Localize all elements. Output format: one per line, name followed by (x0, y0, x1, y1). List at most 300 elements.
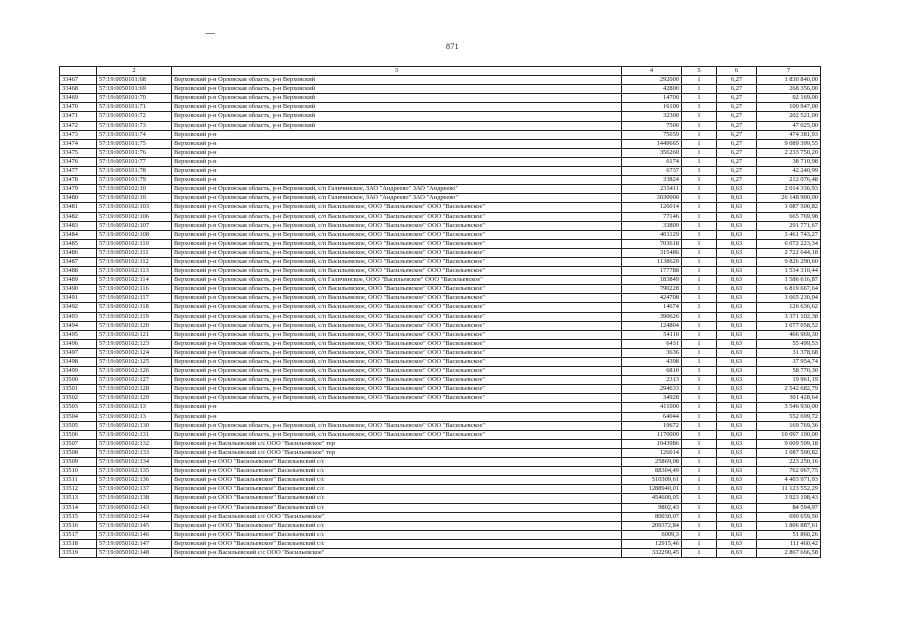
address-cell: Верховский р-н Орловская область, р-н Верховский, с/п Васильевское, ООО "Васильевское" ООО "Васильевское" (172, 330, 622, 339)
area-cell: 25869,08 (622, 458, 682, 467)
row-number-cell: 33509 (60, 458, 97, 467)
area-cell: 703618 (622, 239, 682, 248)
area-cell: 332290,45 (622, 548, 682, 557)
area-cell: 126014 (622, 203, 682, 212)
header-cell: 5 (682, 67, 717, 76)
table-row (60, 121, 821, 130)
count-cell: 1 (682, 476, 717, 485)
table-row (60, 403, 821, 412)
count-cell: 1 (682, 112, 717, 121)
area-cell: 6174 (622, 157, 682, 166)
cadastral-number-cell: 57:19:0050102:148 (97, 548, 172, 557)
rate-cell: 8,63 (717, 348, 757, 357)
table-row (60, 267, 821, 276)
table-row (60, 376, 821, 385)
area-cell: 9802,43 (622, 503, 682, 512)
count-cell: 1 (682, 530, 717, 539)
row-number-cell: 33470 (60, 103, 97, 112)
row-number-cell: 33506 (60, 430, 97, 439)
value-cell: 38 710,98 (757, 157, 821, 166)
cadastral-number-cell: 57:19:0050101:79 (97, 176, 172, 185)
cadastral-number-cell: 57:19:0050102:114 (97, 276, 172, 285)
address-cell: Верховский р-н ООО "Васильевское" Васильевский с/с (172, 467, 622, 476)
row-number-cell: 33501 (60, 385, 97, 394)
count-cell: 1 (682, 276, 717, 285)
value-cell: 1 534 310,44 (757, 267, 821, 276)
rate-cell: 6,27 (717, 130, 757, 139)
scan-mark (205, 33, 215, 34)
rate-cell: 8,63 (717, 185, 757, 194)
area-cell: 3636 (622, 348, 682, 357)
count-cell: 1 (682, 176, 717, 185)
table-row (60, 476, 821, 485)
rate-cell: 8,63 (717, 476, 757, 485)
rate-cell: 8,63 (717, 512, 757, 521)
cadastral-number-cell: 57:19:0050102:10 (97, 185, 172, 194)
value-cell: 19 961,19 (757, 376, 821, 385)
address-cell: Верховский р-н Орловская область, р-н Верховский, с/п Васильевское, ООО "Васильевское" ООО "Васильевское" (172, 430, 622, 439)
value-cell: 1 087 500,82 (757, 448, 821, 457)
count-cell: 1 (682, 294, 717, 303)
cadastral-number-cell: 57:19:0050102:127 (97, 376, 172, 385)
rate-cell: 8,63 (717, 276, 757, 285)
count-cell: 1 (682, 512, 717, 521)
address-cell: Верховский р-н (172, 176, 622, 185)
table-row (60, 367, 821, 376)
rate-cell: 8,63 (717, 194, 757, 203)
cadastral-number-cell: 57:19:0050101:76 (97, 148, 172, 157)
table-row (60, 212, 821, 221)
address-cell: Верховский р-н Орловская область, р-н Верховский, с/п Васильевское, ООО "Васильевское" ООО "Васильевское" (172, 339, 622, 348)
count-cell: 1 (682, 157, 717, 166)
table-row (60, 521, 821, 530)
row-number-cell: 33473 (60, 130, 97, 139)
rate-cell: 8,63 (717, 376, 757, 385)
row-number-cell: 33495 (60, 330, 97, 339)
area-cell: 390626 (622, 312, 682, 321)
area-cell: 209372,84 (622, 521, 682, 530)
table-row (60, 539, 821, 548)
count-cell: 1 (682, 485, 717, 494)
rate-cell: 8,63 (717, 303, 757, 312)
cadastral-number-cell: 57:19:0050101:70 (97, 94, 172, 103)
address-cell: Верховский р-н (172, 130, 622, 139)
value-cell: 1 806 887,61 (757, 521, 821, 530)
value-cell: 4 403 971,93 (757, 476, 821, 485)
address-cell: Верховский р-н Орловская область, р-н Верховский, с/п Галичинское, ЗАО "Андреево" ЗАО "Андреево" (172, 194, 622, 203)
area-cell: 6810 (622, 367, 682, 376)
value-cell: 2 014 336,93 (757, 185, 821, 194)
table-row (60, 112, 821, 121)
area-cell: 356260 (622, 148, 682, 157)
count-cell: 1 (682, 494, 717, 503)
count-cell: 1 (682, 267, 717, 276)
table-row (60, 294, 821, 303)
area-cell: 6009,3 (622, 530, 682, 539)
value-cell: 301 428,64 (757, 394, 821, 403)
address-cell: Верховский р-н Васильевский с/с ООО "Васильевское" (172, 512, 622, 521)
header-cell: 3 (172, 67, 622, 76)
count-cell: 1 (682, 285, 717, 294)
address-cell: Верховский р-н Орловская область, р-н Верховский, с/п Васильевское, ООО "Васильевское" ООО "Васильевское" (172, 230, 622, 239)
table-row (60, 321, 821, 330)
count-cell: 1 (682, 203, 717, 212)
count-cell: 1 (682, 394, 717, 403)
area-cell: 454600,05 (622, 494, 682, 503)
row-number-cell: 33485 (60, 239, 97, 248)
area-cell: 32300 (622, 112, 682, 121)
table-row (60, 194, 821, 203)
cadastral-number-cell: 57:19:0050102:118 (97, 303, 172, 312)
count-cell: 1 (682, 548, 717, 557)
area-cell: 294633 (622, 385, 682, 394)
address-cell: Верховский р-н Орловская область, р-н Верховский, с/п Васильевское, ООО "Васильевское" ООО "Васильевское" (172, 321, 622, 330)
address-cell: Верховский р-н Орловская область, р-н Верховский (172, 76, 622, 85)
table-row (60, 103, 821, 112)
cadastral-number-cell: 57:19:0050102:108 (97, 230, 172, 239)
table-row (60, 485, 821, 494)
table-row (60, 385, 821, 394)
area-cell: 1138620 (622, 257, 682, 266)
address-cell: Верховский р-н ООО "Васильевское" Васильевский с/с (172, 503, 622, 512)
address-cell: Верховский р-н Орловская область, р-н Верховский, с/п Васильевское, ООО "Васильевское" ООО "Васильевское" (172, 358, 622, 367)
count-cell: 1 (682, 130, 717, 139)
value-cell: 212 076,48 (757, 176, 821, 185)
cadastral-number-cell: 57:19:0050102:134 (97, 458, 172, 467)
rate-cell: 6,27 (717, 139, 757, 148)
rate-cell: 8,63 (717, 421, 757, 430)
area-cell: 14700 (622, 94, 682, 103)
address-cell: Верховский р-н Орловская область, р-н Верховский, с/п Васильевское, ООО "Васильевское" ООО "Васильевское" (172, 221, 622, 230)
address-cell: Верховский р-н (172, 157, 622, 166)
page-number: 871 (446, 42, 459, 51)
cadastral-number-cell: 57:19:0050102:144 (97, 512, 172, 521)
row-number-cell: 33486 (60, 248, 97, 257)
table-row (60, 358, 821, 367)
area-cell: 124804 (622, 321, 682, 330)
row-number-cell: 33496 (60, 339, 97, 348)
address-cell: Верховский р-н Орловская область, р-н Верховский, с/п Васильевское, ООО "Васильевское" ООО "Васильевское" (172, 303, 622, 312)
row-number-cell: 33491 (60, 294, 97, 303)
area-cell: 33809 (622, 221, 682, 230)
table-row (60, 421, 821, 430)
rate-cell: 8,63 (717, 412, 757, 421)
rate-cell: 8,63 (717, 312, 757, 321)
row-number-cell: 33502 (60, 394, 97, 403)
value-cell: 665 769,98 (757, 212, 821, 221)
address-cell: Верховский р-н Орловская область, р-н Верховский, с/п Галичинское, ООО "Васильевское" ООО "Васильевское" (172, 276, 622, 285)
cadastral-number-cell: 57:19:0050102:117 (97, 294, 172, 303)
count-cell: 1 (682, 539, 717, 548)
value-cell: 84 594,97 (757, 503, 821, 512)
count-cell: 1 (682, 148, 717, 157)
row-number-cell: 33487 (60, 257, 97, 266)
rate-cell: 8,63 (717, 321, 757, 330)
address-cell: Верховский р-н Орловская область, р-н Верховский (172, 94, 622, 103)
count-cell: 1 (682, 412, 717, 421)
address-cell: Верховский р-н Орловская область, р-н Верховский (172, 121, 622, 130)
address-cell: Верховский р-н Орловская область, р-н Верховский, с/п Васильевское, ООО "Васильевское" ООО "Васильевское" (172, 376, 622, 385)
rate-cell: 8,63 (717, 239, 757, 248)
rate-cell: 8,63 (717, 503, 757, 512)
row-number-cell: 33479 (60, 185, 97, 194)
count-cell: 1 (682, 403, 717, 412)
table-row (60, 303, 821, 312)
area-cell: 6737 (622, 167, 682, 176)
rate-cell: 8,63 (717, 294, 757, 303)
table-row (60, 458, 821, 467)
address-cell: Верховский р-н Орловская область, р-н Верховский, с/п Васильевское, ООО "Васильевское" ООО "Васильевское" (172, 248, 622, 257)
table-row (60, 230, 821, 239)
cadastral-number-cell: 57:19:0050102:112 (97, 257, 172, 266)
area-cell: 177788 (622, 267, 682, 276)
address-cell: Верховский р-н Орловская область, р-н Верховский, с/п Васильевское, ООО "Васильевское" ООО "Васильевское" (172, 394, 622, 403)
count-cell: 1 (682, 212, 717, 221)
address-cell: Верховский р-н ООО "Васильевское" Васильевский с/с (172, 476, 622, 485)
cadastral-number-cell: 57:19:0050101:72 (97, 112, 172, 121)
value-cell: 3 371 102,38 (757, 312, 821, 321)
address-cell: Верховский р-н (172, 403, 622, 412)
count-cell: 1 (682, 358, 717, 367)
rate-cell: 8,63 (717, 439, 757, 448)
address-cell: Верховский р-н (172, 148, 622, 157)
count-cell: 1 (682, 312, 717, 321)
count-cell: 1 (682, 385, 717, 394)
cadastral-number-cell: 57:19:0050102:110 (97, 239, 172, 248)
value-cell: 58 770,30 (757, 367, 821, 376)
row-number-cell: 33492 (60, 303, 97, 312)
rate-cell: 6,27 (717, 76, 757, 85)
row-number-cell: 33483 (60, 221, 97, 230)
cadastral-number-cell: 57:19:0050101:74 (97, 130, 172, 139)
row-number-cell: 33489 (60, 276, 97, 285)
cadastral-number-cell: 57:19:0050101:73 (97, 121, 172, 130)
area-cell: 77146 (622, 212, 682, 221)
cadastral-number-cell: 57:19:0050102:107 (97, 221, 172, 230)
table-row (60, 221, 821, 230)
rate-cell: 8,63 (717, 548, 757, 557)
table-row (60, 530, 821, 539)
address-cell: Верховский р-н Васильевский с/с ООО "Васильевское" тер (172, 448, 622, 457)
count-cell: 1 (682, 239, 717, 248)
cadastral-number-cell: 57:19:0050101:68 (97, 76, 172, 85)
count-cell: 1 (682, 194, 717, 203)
row-number-cell: 33493 (60, 312, 97, 321)
address-cell: Верховский р-н Орловская область, р-н Верховский, с/п Васильевское, ООО "Васильевское" ООО "Васильевское" (172, 294, 622, 303)
area-cell: 75659 (622, 130, 682, 139)
area-cell: 19672 (622, 421, 682, 430)
cadastral-number-cell: 57:19:0050102:146 (97, 530, 172, 539)
rate-cell: 8,63 (717, 367, 757, 376)
rate-cell: 8,63 (717, 230, 757, 239)
cadastral-number-cell: 57:19:0050102:128 (97, 385, 172, 394)
count-cell: 1 (682, 339, 717, 348)
header-cell: 2 (97, 67, 172, 76)
table-row (60, 394, 821, 403)
row-number-cell: 33514 (60, 503, 97, 512)
count-cell: 1 (682, 230, 717, 239)
value-cell: 9 009 599,18 (757, 439, 821, 448)
table-row (60, 494, 821, 503)
value-cell: 1 077 058,52 (757, 321, 821, 330)
table-row (60, 257, 821, 266)
row-number-cell: 33494 (60, 321, 97, 330)
area-cell: 401129 (622, 230, 682, 239)
rate-cell: 8,63 (717, 221, 757, 230)
cadastral-number-cell: 57:19:0050102:116 (97, 285, 172, 294)
cadastral-number-cell: 57:19:0050102:133 (97, 448, 172, 457)
count-cell: 1 (682, 121, 717, 130)
table-row (60, 285, 821, 294)
value-cell: 6 072 223,34 (757, 239, 821, 248)
row-number-cell: 33474 (60, 139, 97, 148)
rate-cell: 8,63 (717, 521, 757, 530)
area-cell: 126014 (622, 448, 682, 457)
value-cell: 3 461 743,27 (757, 230, 821, 239)
value-cell: 6 819 667,64 (757, 285, 821, 294)
row-number-cell: 33477 (60, 167, 97, 176)
area-cell: 16100 (622, 103, 682, 112)
count-cell: 1 (682, 257, 717, 266)
area-cell: 315486 (622, 248, 682, 257)
cadastral-number-cell: 57:19:0050101:75 (97, 139, 172, 148)
value-cell: 2 867 666,58 (757, 548, 821, 557)
row-number-cell: 33504 (60, 412, 97, 421)
cadastral-number-cell: 57:19:0050102:13 (97, 412, 172, 421)
area-cell: 292000 (622, 76, 682, 85)
row-number-cell: 33513 (60, 494, 97, 503)
cadastral-number-cell: 57:19:0050102:124 (97, 348, 172, 357)
table-row (60, 167, 821, 176)
address-cell: Верховский р-н Орловская область, р-н Верховский, с/п Васильевское, ООО "Васильевское" ООО "Васильевское" (172, 212, 622, 221)
cadastral-number-cell: 57:19:0050101:77 (97, 157, 172, 166)
rate-cell: 8,63 (717, 539, 757, 548)
row-number-cell: 33517 (60, 530, 97, 539)
row-number-cell: 33508 (60, 448, 97, 457)
count-cell: 1 (682, 367, 717, 376)
table-row (60, 330, 821, 339)
rate-cell: 8,63 (717, 530, 757, 539)
address-cell: Верховский р-н Васильевский с/с ООО "Васильевское" (172, 548, 622, 557)
value-cell: 474 381,93 (757, 130, 821, 139)
count-cell: 1 (682, 330, 717, 339)
rate-cell: 8,63 (717, 430, 757, 439)
area-cell: 183849 (622, 276, 682, 285)
value-cell: 2 233 750,20 (757, 148, 821, 157)
header-cell: 4 (622, 67, 682, 76)
value-cell: 291 771,67 (757, 221, 821, 230)
table-row (60, 248, 821, 257)
area-cell: 4398 (622, 358, 682, 367)
count-cell: 1 (682, 467, 717, 476)
cadastral-number-cell: 57:19:0050102:123 (97, 339, 172, 348)
count-cell: 1 (682, 458, 717, 467)
cadastral-number-cell: 57:19:0050102:13 (97, 403, 172, 412)
rate-cell: 6,27 (717, 121, 757, 130)
area-cell: 34928 (622, 394, 682, 403)
table-row (60, 348, 821, 357)
address-cell: Верховский р-н Орловская область, р-н Верховский, с/п Васильевское, ООО "Васильевское" ООО "Васильевское" (172, 348, 622, 357)
rate-cell: 8,63 (717, 267, 757, 276)
rate-cell: 8,63 (717, 403, 757, 412)
row-number-cell: 33467 (60, 76, 97, 85)
header-cell: 7 (757, 67, 821, 76)
row-number-cell: 33490 (60, 285, 97, 294)
rate-cell: 8,63 (717, 285, 757, 294)
table-row (60, 76, 821, 85)
table-row (60, 239, 821, 248)
cadastral-number-cell: 57:19:0050101:69 (97, 85, 172, 94)
value-cell: 1 586 616,87 (757, 276, 821, 285)
rate-cell: 8,63 (717, 448, 757, 457)
value-cell: 100 947,00 (757, 103, 821, 112)
table-row (60, 276, 821, 285)
area-cell: 14674 (622, 303, 682, 312)
row-number-cell: 33507 (60, 439, 97, 448)
rate-cell: 8,63 (717, 248, 757, 257)
table-row (60, 130, 821, 139)
address-cell: Верховский р-н Орловская область, р-н Верховский (172, 103, 622, 112)
address-cell: Верховский р-н Орловская область, р-н Верховский, с/п Васильевское, ООО "Васильевское" ООО "Васильевское" (172, 239, 622, 248)
table-row (60, 139, 821, 148)
count-cell: 1 (682, 421, 717, 430)
address-cell: Верховский р-н Орловская область, р-н Верховский, с/п Васильевское, ООО "Васильевское" ООО "Васильевское" (172, 312, 622, 321)
area-cell: 42800 (622, 85, 682, 94)
cadastral-number-cell: 57:19:0050102:113 (97, 267, 172, 276)
address-cell: Верховский р-н ООО "Васильевское" Васильевский с/с (172, 530, 622, 539)
address-cell: Верховский р-н Орловская область, р-н Верховский, с/п Галичинское, ЗАО "Андреево" ЗАО "Андреево" (172, 185, 622, 194)
value-cell: 3 665 230,04 (757, 294, 821, 303)
cadastral-number-cell: 57:19:0050102:143 (97, 503, 172, 512)
rate-cell: 6,27 (717, 167, 757, 176)
rate-cell: 8,63 (717, 358, 757, 367)
header-cell: 6 (717, 67, 757, 76)
cadastral-number-cell: 57:19:0050102:129 (97, 394, 172, 403)
table-row (60, 185, 821, 194)
row-number-cell: 33505 (60, 421, 97, 430)
rate-cell: 6,27 (717, 112, 757, 121)
table-row (60, 548, 821, 557)
rate-cell: 8,63 (717, 494, 757, 503)
cadastral-number-cell: 57:19:0050102:121 (97, 330, 172, 339)
value-cell: 42 240,99 (757, 167, 821, 176)
table-header-row (60, 67, 821, 76)
rate-cell: 8,63 (717, 385, 757, 394)
row-number-cell: 33488 (60, 267, 97, 276)
count-cell: 1 (682, 94, 717, 103)
area-cell: 2313 (622, 376, 682, 385)
count-cell: 1 (682, 503, 717, 512)
value-cell: 762 067,75 (757, 467, 821, 476)
value-cell: 1 830 840,00 (757, 76, 821, 85)
area-cell: 54110 (622, 330, 682, 339)
row-number-cell: 33476 (60, 157, 97, 166)
row-number-cell: 33468 (60, 85, 97, 94)
table-row (60, 412, 821, 421)
table-row (60, 148, 821, 157)
rate-cell: 6,27 (717, 157, 757, 166)
value-cell: 2 722 644,18 (757, 248, 821, 257)
value-cell: 3 923 198,43 (757, 494, 821, 503)
address-cell: Верховский р-н Орловская область, р-н Верховский, с/п Васильевское, ООО "Васильевское" ООО "Васильевское" (172, 257, 622, 266)
cadastral-number-cell: 57:19:0050102:125 (97, 358, 172, 367)
row-number-cell: 33515 (60, 512, 97, 521)
table-row (60, 503, 821, 512)
value-cell: 37 954,74 (757, 358, 821, 367)
area-cell: 33824 (622, 176, 682, 185)
value-cell: 126 636,62 (757, 303, 821, 312)
count-cell: 1 (682, 521, 717, 530)
